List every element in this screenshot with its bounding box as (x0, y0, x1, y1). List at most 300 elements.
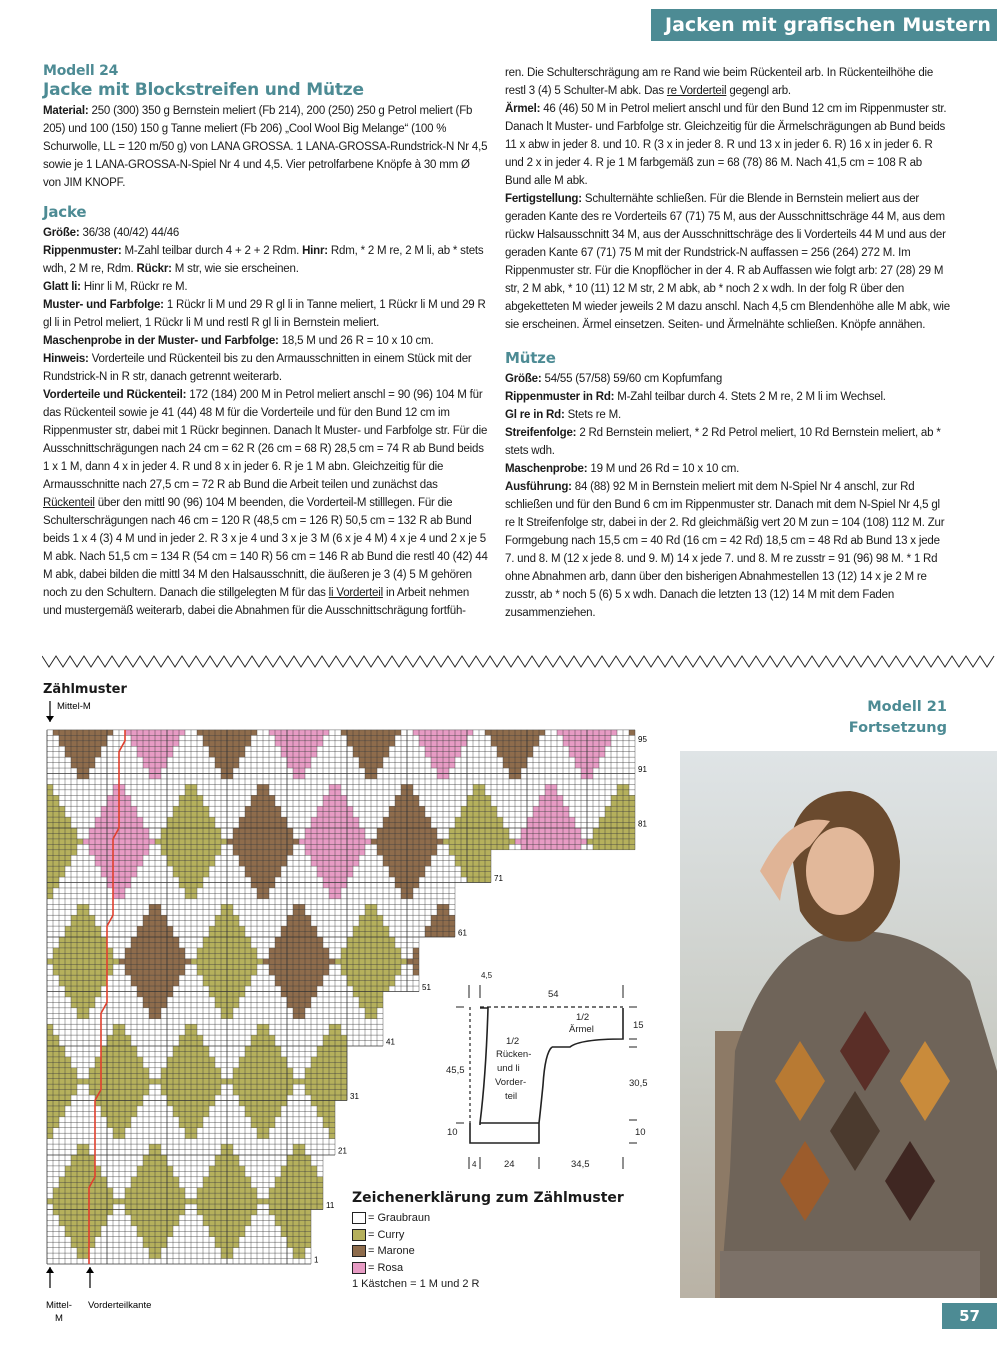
chart-cell-curry (191, 828, 197, 833)
chart-cell-rosa (329, 861, 335, 866)
chart-cell-rosa (317, 872, 323, 877)
chart-cell-curry (71, 975, 77, 980)
chart-cell-curry (53, 1106, 59, 1111)
chart-cell-curry (263, 1095, 269, 1100)
chart-cell-curry (161, 828, 167, 833)
chart-cell-curry (239, 1101, 245, 1106)
chart-cell-rosa (299, 746, 305, 751)
chart-cell-curry (191, 1122, 197, 1127)
chart-cell-curry (53, 1035, 59, 1040)
chart-cell-curry (209, 839, 215, 844)
chart-cell-rosa (95, 828, 101, 833)
chart-cell-rosa (143, 844, 149, 849)
chart-cell-marone (275, 964, 281, 969)
chart-cell-marone (383, 861, 389, 866)
chart-cell-marone (77, 730, 83, 735)
chart-cell-curry (311, 1188, 317, 1193)
chart-cell-curry (341, 1035, 347, 1040)
chart-cell-rosa (281, 735, 287, 740)
chart-cell-marone (149, 1013, 155, 1018)
chart-cell-marone (215, 730, 221, 735)
chart-cell-marone (401, 823, 407, 828)
chart-cell-marone (161, 981, 167, 986)
chart-cell-rosa (137, 741, 143, 746)
chart-cell-rosa (131, 850, 137, 855)
chart-cell-rosa (329, 844, 335, 849)
modell21-line2: Fortsetzung (848, 720, 947, 736)
chart-cell-curry (239, 1220, 245, 1225)
chart-cell-curry (161, 1084, 167, 1089)
chart-cell-curry (143, 1210, 149, 1215)
chart-cell-marone (251, 812, 257, 817)
chart-cell-rosa (335, 861, 341, 866)
m-rippen-text: M-Zahl teilbar durch 4. Stets 2 M re, 2 M li im Wechsel. (617, 391, 886, 403)
chart-cell-curry (269, 1046, 275, 1051)
chart-cell-marone (497, 752, 503, 757)
chart-cell-marone (269, 795, 275, 800)
chart-cell-curry (197, 839, 203, 844)
chart-cell-marone (299, 904, 305, 909)
chart-cell-rosa (155, 741, 161, 746)
chart-cell-rosa (437, 752, 443, 757)
chart-cell-curry (209, 844, 215, 849)
chart-cell-curry (371, 975, 377, 980)
chart-cell-curry (215, 1073, 221, 1078)
chart-cell-curry (59, 839, 65, 844)
chart-cell-marone (413, 948, 419, 953)
chart-cell-curry (245, 1182, 251, 1187)
vorderteile-text-3: in Arbeit nehmen und mustergemäß weiterarb, dabei die Abnahmen für die Ausschnittschrägung fortfüh- (43, 587, 470, 617)
chart-cell-curry (203, 1101, 209, 1106)
chart-cell-curry (161, 1171, 167, 1176)
chart-cell-rosa (329, 806, 335, 811)
chart-cell-rosa (311, 741, 317, 746)
chart-cell-curry (155, 1155, 161, 1160)
chart-cell-curry (491, 812, 497, 817)
chart-cell-curry (209, 948, 215, 953)
chart-cell-marone (161, 932, 167, 937)
chart-cell-curry (77, 904, 83, 909)
chart-cell-marone (173, 975, 179, 980)
dim-15: 15 (633, 1020, 644, 1031)
chart-cell-curry (113, 1068, 119, 1073)
chart-cell-curry (341, 1095, 347, 1100)
chart-cell-rosa (101, 828, 107, 833)
chart-cell-marone (413, 812, 419, 817)
chart-cell-marone (167, 964, 173, 969)
chart-cell-curry (185, 866, 191, 871)
chart-cell-rosa (545, 828, 551, 833)
chart-cell-curry (59, 844, 65, 849)
chart-cell-marone (221, 741, 227, 746)
chart-cell-marone (281, 850, 287, 855)
chart-cell-curry (323, 1046, 329, 1051)
chart-cell-rosa (335, 839, 341, 844)
chart-cell-marone (299, 1013, 305, 1018)
chart-cell-rosa (119, 795, 125, 800)
chart-cell-marone (299, 981, 305, 986)
chart-cell-curry (257, 1057, 263, 1062)
chart-cell-curry (215, 964, 221, 969)
chart-cell-curry (485, 844, 491, 849)
chart-cell-curry (239, 1171, 245, 1176)
chart-cell-rosa (311, 855, 317, 860)
chart-cell-marone (95, 746, 101, 751)
chart-cell-marone (377, 730, 383, 735)
chart-cell-curry (209, 1090, 215, 1095)
chart-cell-curry (113, 1106, 119, 1111)
chart-cell-rosa (149, 746, 155, 751)
chart-cell-marone (359, 746, 365, 751)
chart-cell-marone (377, 752, 383, 757)
chart-cell-curry (617, 823, 623, 828)
chart-cell-curry (53, 1204, 59, 1209)
chart-cell-curry (221, 1231, 227, 1236)
chart-cell-curry (65, 1220, 71, 1225)
chart-cell-marone (281, 926, 287, 931)
chart-cell-curry (53, 883, 59, 888)
chart-cell-marone (413, 801, 419, 806)
chart-cell-marone (407, 850, 413, 855)
chart-cell-curry (605, 812, 611, 817)
chart-cell-curry (293, 1210, 299, 1215)
chart-cell-curry (185, 1199, 191, 1204)
chart-cell-curry (149, 1242, 155, 1247)
chart-cell-marone (263, 866, 269, 871)
chart-cell-curry (227, 1013, 233, 1018)
chart-cell-marone (299, 997, 305, 1002)
chart-cell-curry (383, 926, 389, 931)
chart-cell-curry (131, 1188, 137, 1193)
chart-cell-rosa (329, 790, 335, 795)
chart-cell-curry (83, 1210, 89, 1215)
chart-cell-marone (89, 735, 95, 740)
chart-cell-curry (467, 861, 473, 866)
chart-cell-marone (317, 981, 323, 986)
chart-cell-rosa (305, 833, 311, 838)
chart-cell-rosa (335, 893, 341, 898)
chart-cell-marone (305, 981, 311, 986)
chart-cell-marone (425, 932, 431, 937)
chart-cell-marone (251, 801, 257, 806)
chart-cell-curry (101, 1220, 107, 1225)
chart-cell-curry (71, 1199, 77, 1204)
chart-cell-curry (197, 1122, 203, 1127)
chart-cell-curry (221, 1182, 227, 1187)
chart-cell-curry (287, 1171, 293, 1176)
chart-cell-curry (179, 855, 185, 860)
chart-cell-curry (383, 975, 389, 980)
chart-cell-marone (161, 997, 167, 1002)
chart-cell-rosa (425, 735, 431, 740)
chart-cell-curry (209, 937, 215, 942)
chart-cell-marone (503, 741, 509, 746)
chart-cell-curry (119, 1133, 125, 1138)
chart-cell-curry (233, 1084, 239, 1089)
chart-cell-marone (251, 866, 257, 871)
chart-cell-marone (401, 795, 407, 800)
chart-cell-curry (497, 817, 503, 822)
m-streifen-text: 2 Rd Bernstein meliert, * 2 Rd Petrol meliert, 10 Rd Bernstein meliert, ab * stets wdh. (505, 427, 941, 457)
chart-cell-curry (53, 1111, 59, 1116)
chart-cell-rosa (113, 877, 119, 882)
chart-cell-curry (221, 1193, 227, 1198)
chart-cell-marone (425, 833, 431, 838)
chart-cell-curry (131, 1051, 137, 1056)
chart-cell-marone (497, 746, 503, 751)
chart-cell-curry (167, 855, 173, 860)
chart-cell-rosa (107, 855, 113, 860)
chart-cell-curry (305, 1226, 311, 1231)
chart-cell-marone (161, 992, 167, 997)
chart-cell-curry (155, 1199, 161, 1204)
chart-cell-marone (263, 801, 269, 806)
chart-cell-rosa (131, 861, 137, 866)
chart-cell-rosa (431, 735, 437, 740)
chart-cell-curry (215, 1068, 221, 1073)
chart-cell-curry (227, 1199, 233, 1204)
chart-cell-curry (353, 970, 359, 975)
chart-cell-marone (65, 741, 71, 746)
chart-cell-curry (203, 1188, 209, 1193)
chart-cell-curry (341, 1046, 347, 1051)
chart-cell-curry (275, 1084, 281, 1089)
chart-cell-marone (95, 735, 101, 740)
chart-cell-curry (275, 1046, 281, 1051)
chart-cell-curry (257, 1024, 263, 1029)
chart-cell-curry (185, 893, 191, 898)
chart-cell-curry (329, 1128, 335, 1133)
chart-cell-curry (83, 1231, 89, 1236)
chart-cell-curry (377, 992, 383, 997)
chart-cell-curry (209, 932, 215, 937)
chart-cell-curry (491, 839, 497, 844)
chart-cell-curry (281, 1199, 287, 1204)
chart-cell-curry (149, 1193, 155, 1198)
chart-cell-curry (605, 817, 611, 822)
chart-cell-rosa (557, 828, 563, 833)
chart-cell-curry (47, 1090, 53, 1095)
chart-cell-curry (179, 1090, 185, 1095)
chart-cell-marone (155, 986, 161, 991)
chart-cell-curry (227, 1155, 233, 1160)
chart-cell-curry (65, 828, 71, 833)
chart-cell-curry (47, 1051, 53, 1056)
chart-cell-marone (509, 774, 515, 779)
chart-cell-curry (209, 1171, 215, 1176)
chart-cell-curry (137, 1057, 143, 1062)
chart-cell-curry (329, 1084, 335, 1089)
chart-cell-rosa (89, 839, 95, 844)
chart-cell-curry (257, 1090, 263, 1095)
chart-cell-marone (425, 855, 431, 860)
chart-cell-marone (431, 932, 437, 937)
chart-cell-curry (293, 1226, 299, 1231)
chart-cell-curry (233, 1242, 239, 1247)
chart-cell-marone (275, 855, 281, 860)
chart-cell-marone (131, 942, 137, 947)
chart-cell-marone (131, 975, 137, 980)
chart-cell-marone (167, 953, 173, 958)
chart-cell-curry (215, 1177, 221, 1182)
chart-cell-marone (77, 752, 83, 757)
chart-cell-curry (107, 953, 113, 958)
chart-cell-curry (53, 1210, 59, 1215)
chart-cell-marone (263, 872, 269, 877)
chart-cell-rosa (155, 746, 161, 751)
chart-cell-marone (509, 768, 515, 773)
chart-cell-curry (269, 1084, 275, 1089)
chart-cell-curry (179, 1188, 185, 1193)
chart-cell-curry (65, 1062, 71, 1067)
chart-cell-rosa (119, 828, 125, 833)
chart-cell-curry (107, 1051, 113, 1056)
chart-cell-curry (53, 959, 59, 964)
chart-cell-curry (113, 959, 119, 964)
chart-cell-curry (143, 1231, 149, 1236)
chart-cell-rosa (323, 828, 329, 833)
chart-cell-rosa (101, 855, 107, 860)
chart-cell-rosa (281, 741, 287, 746)
chart-cell-marone (299, 921, 305, 926)
chart-cell-curry (209, 926, 215, 931)
chart-cell-curry (83, 1188, 89, 1193)
m-glre-text: Stets re M. (567, 409, 621, 421)
chart-cell-curry (287, 1073, 293, 1078)
chart-cell-curry (329, 1035, 335, 1040)
chart-cell-curry (179, 806, 185, 811)
chart-cell-rosa (347, 872, 353, 877)
mittel-bottom-arrowhead (46, 1267, 54, 1273)
chart-cell-curry (95, 1079, 101, 1084)
chart-cell-curry (377, 948, 383, 953)
chart-cell-rosa (557, 812, 563, 817)
chart-cell-curry (323, 1117, 329, 1122)
chart-cell-curry (479, 795, 485, 800)
chart-cell-marone (275, 861, 281, 866)
chart-cell-curry (125, 1057, 131, 1062)
chart-cell-curry (107, 1199, 113, 1204)
chart-cell-marone (251, 861, 257, 866)
chart-cell-curry (185, 1084, 191, 1089)
chart-cell-rosa (329, 833, 335, 838)
chart-cell-curry (239, 1199, 245, 1204)
chart-cell-curry (47, 790, 53, 795)
chart-cell-curry (317, 1079, 323, 1084)
chart-cell-marone (401, 817, 407, 822)
chart-cell-curry (167, 1215, 173, 1220)
chart-cell-marone (149, 959, 155, 964)
chart-cell-curry (323, 1057, 329, 1062)
chart-cell-curry (101, 1204, 107, 1209)
chart-cell-marone (305, 992, 311, 997)
chart-cell-curry (239, 937, 245, 942)
chart-cell-curry (329, 1051, 335, 1056)
chart-cell-marone (527, 735, 533, 740)
chart-cell-marone (533, 730, 539, 735)
chart-cell-curry (95, 1101, 101, 1106)
chart-cell-marone (305, 964, 311, 969)
chart-cell-curry (233, 986, 239, 991)
chart-cell-curry (377, 937, 383, 942)
chart-cell-curry (77, 992, 83, 997)
model-title: Jacke mit Blockstreifen und Mütze (43, 80, 364, 100)
chart-cell-curry (191, 861, 197, 866)
chart-cell-curry (347, 975, 353, 980)
chart-cell-curry (59, 1090, 65, 1095)
chart-cell-curry (131, 1220, 137, 1225)
chart-cell-rosa (341, 833, 347, 838)
chart-cell-curry (143, 1079, 149, 1084)
chart-cell-curry (173, 850, 179, 855)
chart-cell-rosa (359, 839, 365, 844)
chart-cell-marone (83, 763, 89, 768)
chart-cell-marone (281, 948, 287, 953)
chart-cell-curry (59, 1210, 65, 1215)
chart-cell-rosa (311, 823, 317, 828)
chart-cell-rosa (335, 850, 341, 855)
chart-cell-marone (239, 730, 245, 735)
chart-cell-curry (371, 970, 377, 975)
chart-cell-rosa (329, 877, 335, 882)
chart-cell-curry (47, 1035, 53, 1040)
chart-cell-curry (215, 1155, 221, 1160)
chart-cell-curry (125, 1073, 131, 1078)
chart-cell-curry (143, 1237, 149, 1242)
chart-cell-curry (473, 850, 479, 855)
chart-cell-curry (179, 1041, 185, 1046)
chart-cell-rosa (287, 741, 293, 746)
chart-cell-marone (179, 948, 185, 953)
chart-cell-rosa (437, 768, 443, 773)
chart-cell-marone (233, 752, 239, 757)
chart-cell-curry (299, 1215, 305, 1220)
chart-cell-curry (65, 986, 71, 991)
chart-cell-curry (389, 937, 395, 942)
chart-cell-rosa (317, 850, 323, 855)
chart-cell-curry (53, 1199, 59, 1204)
chart-cell-marone (269, 970, 275, 975)
chart-cell-rosa (101, 872, 107, 877)
chart-cell-marone (143, 915, 149, 920)
chart-cell-curry (365, 948, 371, 953)
chart-cell-curry (281, 1068, 287, 1073)
chart-cell-marone (341, 730, 347, 735)
chart-cell-marone (269, 877, 275, 882)
chart-cell-curry (227, 1002, 233, 1007)
chart-cell-marone (353, 752, 359, 757)
chart-cell-curry (125, 1210, 131, 1215)
chart-cell-curry (47, 817, 53, 822)
chart-cell-marone (383, 752, 389, 757)
chart-cell-curry (185, 833, 191, 838)
chart-cell-curry (629, 839, 635, 844)
chart-cell-marone (371, 839, 377, 844)
chart-cell-curry (329, 1117, 335, 1122)
chart-cell-marone (125, 964, 131, 969)
chart-cell-curry (71, 850, 77, 855)
chart-cell-marone (293, 953, 299, 958)
chart-cell-marone (287, 932, 293, 937)
chart-cell-marone (221, 730, 227, 735)
chart-cell-curry (47, 833, 53, 838)
rueckr-label: Rückr: (136, 263, 172, 275)
chart-cell-marone (89, 757, 95, 762)
chart-cell-rosa (413, 730, 419, 735)
chart-cell-marone (437, 915, 443, 920)
chart-title: Zählmuster (43, 682, 127, 697)
chart-cell-marone (143, 937, 149, 942)
